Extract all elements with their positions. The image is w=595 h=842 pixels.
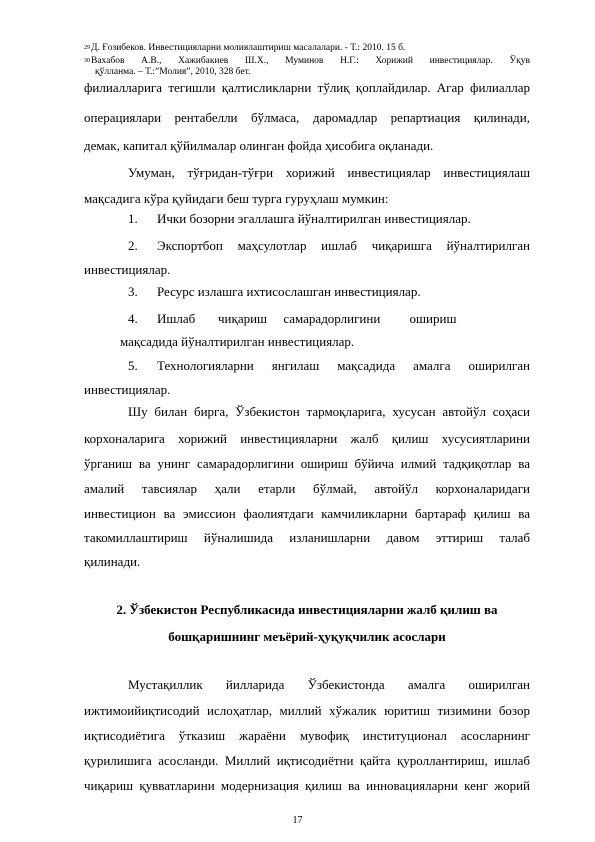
- paragraph-line: иқтисодиётига ўтказиш жараёни мувофиқ институционал асосларнинг: [84, 728, 530, 743]
- paragraph-line: чиқариш қувватларини модернизация қилиш ва инновацияларни кенг жорий: [84, 778, 530, 793]
- list-item-continuation: инвестициялар.: [84, 262, 171, 277]
- paragraph-line: операциялари рентабелли бўлмаса, даромадлар репартиация қилинади,: [84, 110, 530, 125]
- paragraph-line: филиалларига тегишли қалтисликларни тўлиқ қоплайдилар. Агар филиаллар: [84, 80, 530, 95]
- paragraph-line: қурилишига асосланди. Миллий иқтисодиётни қайта қуроллантириш, ишлаб: [84, 753, 530, 768]
- list-number: 4.: [128, 311, 138, 326]
- paragraph-line: мақсадига кўра қуйидаги беш турга гуруҳлаш мумкин:: [84, 191, 389, 206]
- footnote-30-continuation: қўлланма. – Т.:”Молия”, 2010, 328 бет.: [95, 67, 251, 77]
- paragraph-line: Умуман, тўғридан-тўғри хорижий инвестициялар инвестициялаш: [128, 165, 530, 180]
- paragraph-line: такомиллаштириш йўналишида изланишларни давом эттириш талаб: [84, 530, 530, 545]
- footnote-mark: 29: [84, 45, 90, 51]
- list-number: 5.: [128, 358, 138, 373]
- paragraph-line: инвестицион ва эмиссион фаолиятдаги камчиликларни бартараф қилиш ва: [84, 506, 530, 521]
- list-item-text: Ички бозорни эгаллашга йўналтирилган инвестициялар.: [157, 211, 471, 226]
- list-item-text: Технологияларни янгилаш мақсадида амалга оширилган: [157, 358, 530, 373]
- list-item-text: Ресурс излашга ихтисослашган инвестициялар.: [157, 284, 421, 299]
- section-heading: бошқаришнинг меъёрий-ҳуқуқчилик асослари: [168, 629, 446, 644]
- paragraph-line: ижтимоийиқтисодий ислоҳатлар, миллий хўжалик юритиш тизимини бозор: [84, 703, 530, 718]
- list-number: 1.: [128, 211, 138, 226]
- paragraph-line: Шу билан бирга, Ўзбекистон тармоқларига, хусусан автойўл соҳаси: [128, 404, 530, 419]
- paragraph-line: қилинади.: [84, 554, 141, 569]
- paragraph-line: корхоналарига хорижий инвестицияларни жалб қилиш хусусиятларини: [84, 431, 530, 446]
- paragraph-line: Мустақиллик йилларида Ўзбекистонда амалга оширилган: [128, 677, 530, 692]
- list-item-text: Экспортбоп маҳсулотлар ишлаб чиқаришга йўналтирилган: [157, 238, 530, 253]
- list-number: 2.: [128, 238, 138, 253]
- footnote-mark: 30: [84, 58, 90, 64]
- footnote-text: Вахабов А.В., Хажибакиев Ш.Х., Муминов Н.Г.: Хорижий инвестициялар. Ўқув: [91, 56, 530, 66]
- footnote-30: [84, 56, 530, 67]
- list-item-continuation: инвестициялар.: [84, 382, 171, 397]
- paragraph-line: ўрганиш ва унинг самарадорлигини ошириш бўйича илмий тадқиқотлар ва: [84, 456, 530, 471]
- paragraph-line: демак, капитал қўйилмалар олинган фойда ҳисобига оқланади.: [84, 138, 434, 153]
- section-heading: 2. Ўзбекистон Республикасида инвестицияларни жалб қилиш ва: [116, 602, 498, 617]
- list-number: 3.: [128, 284, 138, 299]
- footnote-29: [84, 43, 530, 54]
- list-item-continuation: мақсадида йўналтирилган инвестициялар.: [120, 334, 355, 349]
- paragraph-line: амалий тавсиялар ҳали етарли бўлмай, автойўл корхоналаридаги: [84, 481, 530, 496]
- page-number: 17: [292, 815, 303, 826]
- footnote-text: Д. Ғозибеков. Инвестицияларни молиялаштириш масалалари. - Т.: 2010. 15 б.: [91, 43, 406, 53]
- list-item-text: Ишлаб чиқариш самарадорлигини ошириш: [157, 311, 457, 326]
